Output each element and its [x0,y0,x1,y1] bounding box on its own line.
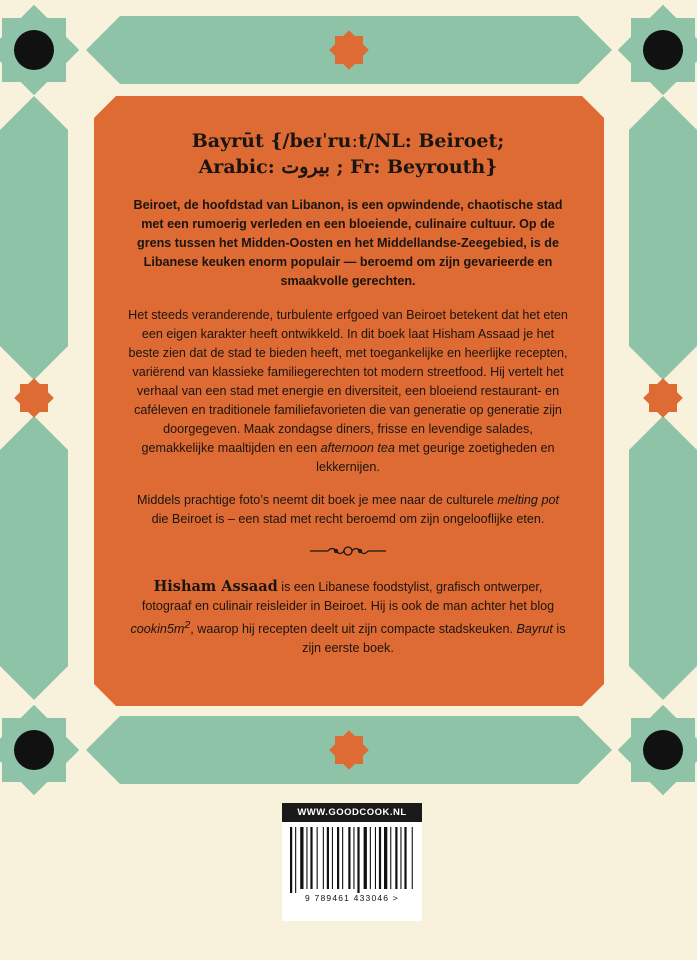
barcode-bar [290,827,292,893]
barcode-bar [342,827,343,889]
afternoon-tea-italic: afternoon tea [320,441,395,455]
book-name: Bayrut [516,622,553,637]
barcode-bar [337,827,339,889]
barcode-bar [375,827,376,889]
author-bio: Hisham Assaad is een Libanese foodstylist, grafisch ontwerper, fotograaf en culinair reisleider in Beiroet. Hij is ook de man achter het blog $cookin5m^2$, waarop hij recepten deelt uit zijn compacte stadskeuken. Bayrut is zijn eerste boek. [130,578,566,656]
barcode-bar [364,827,367,889]
barcode-bar [327,827,329,889]
corner-circle [14,30,54,70]
description-paragraph: Het steeds veranderende, turbulente erfgoed van Beiroet betekent dat het eten een eigen karakter heeft ontwikkeld. In dit boek laat Hisham Assaad je het beste zien dat de stad te bieden heeft, met toegankelijke en heerlijke recepten, variërend van klassieke familiegerechten tot modern streetfood. Hij vertelt het verhaal van een stad met energie en diversiteit, een bloeiend restaurant- en caféleven en traditionele familiefavorieten die van generatie op generatie zijn doorgegeven. Maak zondagse diners, frisse en levendige salades, gemakkelijke maaltijden en een afternoon tea met geurige zoetigheden en lekkernijen. [128,308,568,474]
isbn-number: 9 789461 433046 > [305,893,399,903]
corner-circle [643,30,683,70]
barcode-bar [300,827,303,889]
barcode-bar [348,827,350,889]
book-title-line-1: Bayrūt {/beɪˈruːt/NL: Beiroet; [191,130,505,152]
tile-left-upper [0,96,68,380]
corner-circle [643,730,683,770]
tile-right-upper [629,96,697,380]
blog-name: $cookin5m^2$ [130,619,191,637]
barcode-bar [370,827,371,889]
barcode-bar [357,827,359,893]
barcode-bar [332,827,333,889]
cover-text [128,128,568,672]
barcode-bar [404,827,406,889]
book-title-line-2: Arabic: بيروت ; Fr: Beyrouth} [198,156,498,178]
barcode-bar [353,827,354,889]
book-title [128,128,568,180]
barcode-bar [412,827,413,889]
barcode-bar [390,827,391,889]
melting-pot-paragraph: Middels prachtige foto’s neemt dit boek je mee naar de culturele melting pot die Beiroet is – een stad met recht beroemd om zijn ongelooflijke eten. [137,493,559,526]
ornament-divider-icon [308,543,388,559]
website-label: WWW.GOODCOOK.NL [282,803,422,822]
lead-paragraph: Beiroet, de hoofdstad van Libanon, is een opwindende, chaotische stad met een rumoerig verleden en een bloeiende, culinaire cultuur. Op de grens tussen het Midden-Oosten en het Middellandse-Zeegebied, is de Libanese keuken enorm populair — beroemd om zijn gevarieerde en smaakvolle gerechten. [133,198,563,288]
barcode-bar [323,827,324,889]
tile-right-lower [629,416,697,700]
author-name: Hisham Assaad [153,578,278,595]
barcode-bar [317,827,318,889]
corner-circle [14,730,54,770]
barcode-bar [306,827,307,889]
barcode-bar [400,827,401,889]
barcode-bar [379,827,381,889]
barcode-bar [310,827,312,889]
barcode-bar [384,827,387,889]
barcode-bar [295,827,296,893]
tile-left-lower [0,416,68,700]
melting-pot-italic: melting pot [497,493,559,507]
barcode-bar [395,827,397,889]
